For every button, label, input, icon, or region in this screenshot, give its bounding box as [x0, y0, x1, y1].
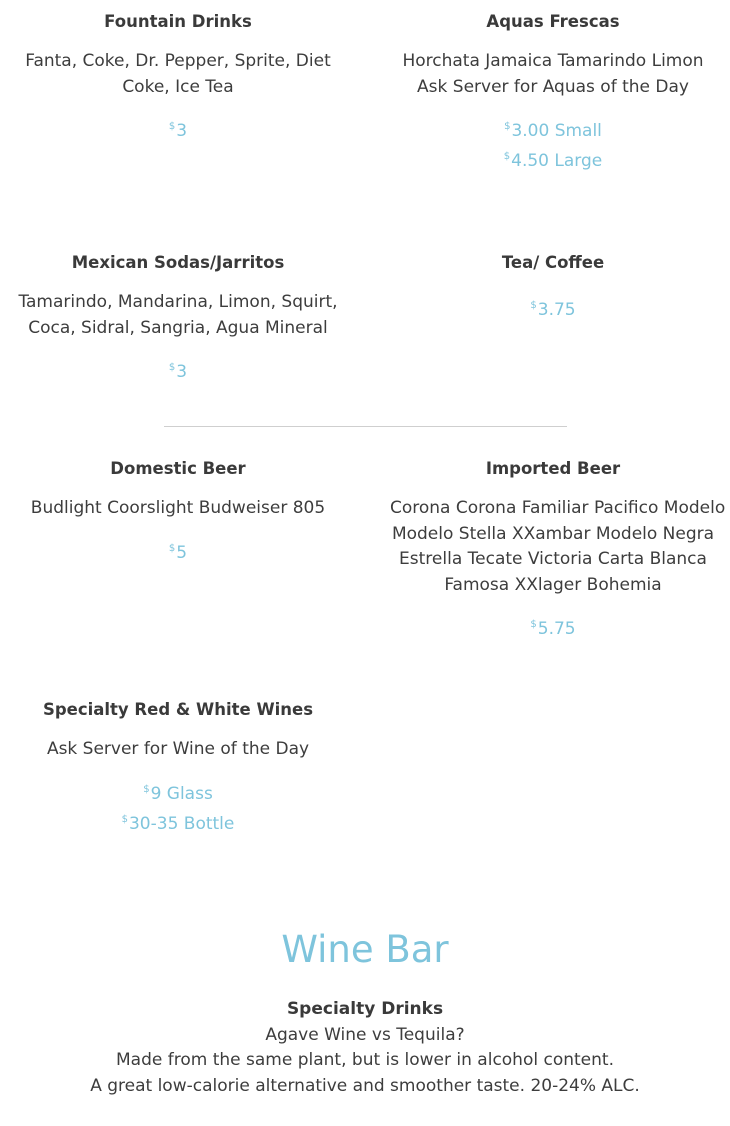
specialty-line: Made from the same plant, but is lower in alcohol content. — [116, 1050, 614, 1070]
menu-item-fountain-drinks — [15, 10, 341, 144]
description-line: Ask Server for Wine of the Day — [46, 739, 310, 759]
specialty-line: A great low-calorie alternative and smoother taste. 20-24% ALC. — [90, 1075, 640, 1096]
currency-symbol: $ — [168, 362, 176, 373]
price-line — [15, 777, 341, 807]
price-line — [15, 536, 341, 566]
item-title: Specialty Red & White Wines — [42, 700, 314, 719]
item-title: Fountain Drinks — [104, 12, 252, 31]
price-amount: 3.00 Small — [511, 121, 602, 141]
menu-item-domestic-beer — [15, 457, 341, 566]
item-description — [15, 49, 341, 100]
currency-symbol: $ — [503, 151, 511, 162]
price-amount: 5 — [176, 542, 188, 563]
description-line: Corona Corona Familiar Pacifico Modelo — [390, 498, 726, 518]
item-title: Mexican Sodas/Jarritos — [71, 253, 285, 272]
menu-item-aquas-frescas — [390, 10, 716, 174]
menu-item-specialty-wines — [15, 698, 341, 837]
description-line: Tamarindo, Mandarina, Limon, Squirt, — [18, 292, 338, 312]
specialty-line: Agave Wine vs Tequila? — [265, 1024, 465, 1045]
price-amount: 5.75 — [537, 619, 576, 639]
menu-item-mexican-sodas — [15, 251, 341, 385]
description-line: Fanta, Coke, Dr. Pepper, Sprite, Diet — [25, 51, 331, 71]
description-line: Famosa XXlager Bohemia — [444, 574, 662, 595]
item-title: Tea/ Coffee — [501, 253, 605, 272]
section-divider — [164, 426, 567, 427]
item-price — [390, 293, 716, 323]
description-line: Estrella Tecate Victoria Carta Blanca — [399, 549, 707, 569]
price-line — [15, 114, 341, 144]
item-description — [15, 290, 341, 341]
description-line: Modelo Stella XXambar Modelo Negra — [391, 523, 715, 544]
item-description — [15, 737, 341, 763]
currency-symbol: $ — [530, 300, 537, 311]
item-description — [390, 496, 726, 598]
currency-symbol: $ — [504, 121, 511, 132]
item-price — [15, 777, 341, 837]
description-line: Coca, Sidral, Sangria, Agua Mineral — [28, 317, 328, 338]
price-line — [390, 144, 716, 174]
menu-item-imported-beer — [390, 457, 726, 642]
price-amount: 4.50 Large — [511, 151, 603, 171]
price-amount: 30-35 Bottle — [128, 813, 235, 834]
currency-symbol: $ — [530, 619, 537, 630]
price-line — [15, 355, 341, 385]
currency-symbol: $ — [168, 542, 176, 554]
item-price — [15, 355, 341, 385]
price-amount: 3 — [176, 121, 188, 141]
currency-symbol: $ — [143, 783, 150, 795]
price-line — [390, 293, 716, 323]
description-line: Horchata Jamaica Tamarindo Limon — [402, 51, 704, 71]
description-line: Ask Server for Aquas of the Day — [417, 76, 689, 97]
item-description — [15, 496, 341, 522]
section-title-wine-bar: Wine Bar — [281, 928, 449, 971]
item-price — [15, 536, 341, 566]
price-amount: 3 — [176, 362, 188, 382]
item-price — [390, 612, 716, 642]
currency-symbol: $ — [168, 121, 176, 132]
item-title: Domestic Beer — [110, 459, 246, 478]
price-line — [390, 612, 716, 642]
item-description — [390, 49, 716, 100]
menu-item-tea-coffee — [390, 251, 716, 323]
price-line — [15, 807, 341, 837]
item-price — [15, 114, 341, 144]
description-line: Budlight Coorslight Budweiser 805 — [30, 498, 326, 518]
item-price — [390, 114, 716, 174]
item-title: Imported Beer — [485, 459, 621, 478]
price-amount: 9 Glass — [150, 783, 213, 804]
item-title: Aquas Frescas — [486, 12, 620, 31]
price-amount: 3.75 — [537, 300, 576, 320]
price-line — [390, 114, 716, 144]
specialty-title: Specialty Drinks — [286, 999, 444, 1019]
description-line: Coke, Ice Tea — [122, 76, 234, 97]
currency-symbol: $ — [121, 813, 128, 825]
specialty-drinks-block — [0, 997, 730, 1099]
